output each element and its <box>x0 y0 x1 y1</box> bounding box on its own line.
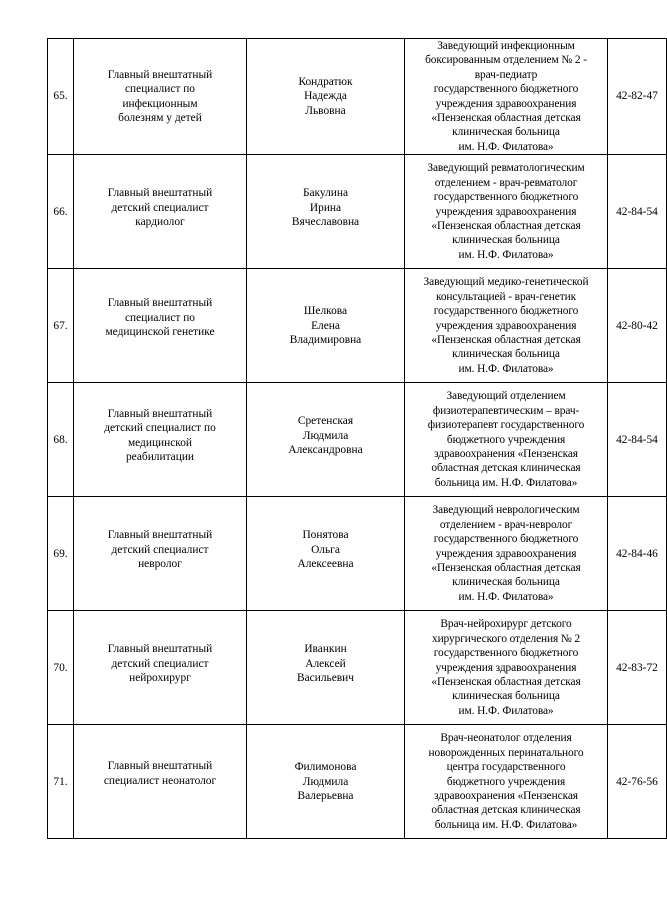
row-number: 68. <box>48 383 74 497</box>
specialist-phone: 42-82-47 <box>608 39 667 155</box>
specialist-phone: 42-76-56 <box>608 725 667 839</box>
specialist-position: Заведующий неврологическим отделением - врач-невролог государственного бюджетного учреждения здравоохранения «Пензенская областная детская клиническая больница им. Н.Ф. Филатова» <box>405 497 608 611</box>
row-number: 71. <box>48 725 74 839</box>
specialist-title: Главный внештатный детский специалист невролог <box>74 497 247 611</box>
specialist-title: Главный внештатный детский специалист кардиолог <box>74 155 247 269</box>
row-number: 66. <box>48 155 74 269</box>
specialist-title: Главный внештатный детский специалист нейрохирург <box>74 611 247 725</box>
table-row <box>48 611 667 725</box>
specialist-title: Главный внештатный специалист по медицинской генетике <box>74 269 247 383</box>
specialists-table <box>47 38 667 839</box>
row-number: 65. <box>48 39 74 155</box>
row-number: 69. <box>48 497 74 611</box>
specialist-phone: 42-80-42 <box>608 269 667 383</box>
specialist-title: Главный внештатный детский специалист по медицинской реабилитации <box>74 383 247 497</box>
table-row <box>48 383 667 497</box>
specialist-position: Заведующий отделением физиотерапевтическим – врач- физиотерапевт государственного бюджетного учреждения здравоохранения «Пензенская областная детская клиническая больница им. Н.Ф. Филатова» <box>405 383 608 497</box>
specialist-phone: 42-83-72 <box>608 611 667 725</box>
specialist-name: Иванкин Алексей Васильевич <box>247 611 405 725</box>
specialist-phone: 42-84-46 <box>608 497 667 611</box>
specialist-phone: 42-84-54 <box>608 155 667 269</box>
row-number: 70. <box>48 611 74 725</box>
specialist-position: Заведующий ревматологическим отделением - врач-ревматолог государственного бюджетного учреждения здравоохранения «Пензенская областная детская клиническая больница им. Н.Ф. Филатова» <box>405 155 608 269</box>
specialist-name: Филимонова Людмила Валерьевна <box>247 725 405 839</box>
specialist-name: Бакулина Ирина Вячеславовна <box>247 155 405 269</box>
specialist-position: Врач-неонатолог отделения новорожденных перинатального центра государственного бюджетного учреждения здравоохранения «Пензенская областная детская клиническая больница им. Н.Ф. Филатова» <box>405 725 608 839</box>
table-row <box>48 725 667 839</box>
table-row <box>48 269 667 383</box>
table-row <box>48 497 667 611</box>
table-row <box>48 39 667 155</box>
row-number: 67. <box>48 269 74 383</box>
specialist-position: Врач-нейрохирург детского хирургического отделения № 2 государственного бюджетного учреждения здравоохранения «Пензенская областная детская клиническая больница им. Н.Ф. Филатова» <box>405 611 608 725</box>
specialist-name: Понятова Ольга Алексеевна <box>247 497 405 611</box>
specialist-phone: 42-84-54 <box>608 383 667 497</box>
specialist-name: Сретенская Людмила Александровна <box>247 383 405 497</box>
specialist-name: Шелкова Елена Владимировна <box>247 269 405 383</box>
specialist-title: Главный внештатный специалист по инфекционным болезням у детей <box>74 39 247 155</box>
table-row <box>48 155 667 269</box>
specialist-title: Главный внештатный специалист неонатолог <box>74 725 247 839</box>
specialist-position: Заведующий инфекционным боксированным отделением № 2 - врач-педиатр государственного бюджетного учреждения здравоохранения «Пензенская областная детская клиническая больница им. Н.Ф. Филатова» <box>405 39 608 155</box>
specialist-name: Кондратюк Надежда Львовна <box>247 39 405 155</box>
specialist-position: Заведующий медико-генетической консультацией - врач-генетик государственного бюджетного учреждения здравоохранения «Пензенская областная детская клиническая больница им. Н.Ф. Филатова» <box>405 269 608 383</box>
